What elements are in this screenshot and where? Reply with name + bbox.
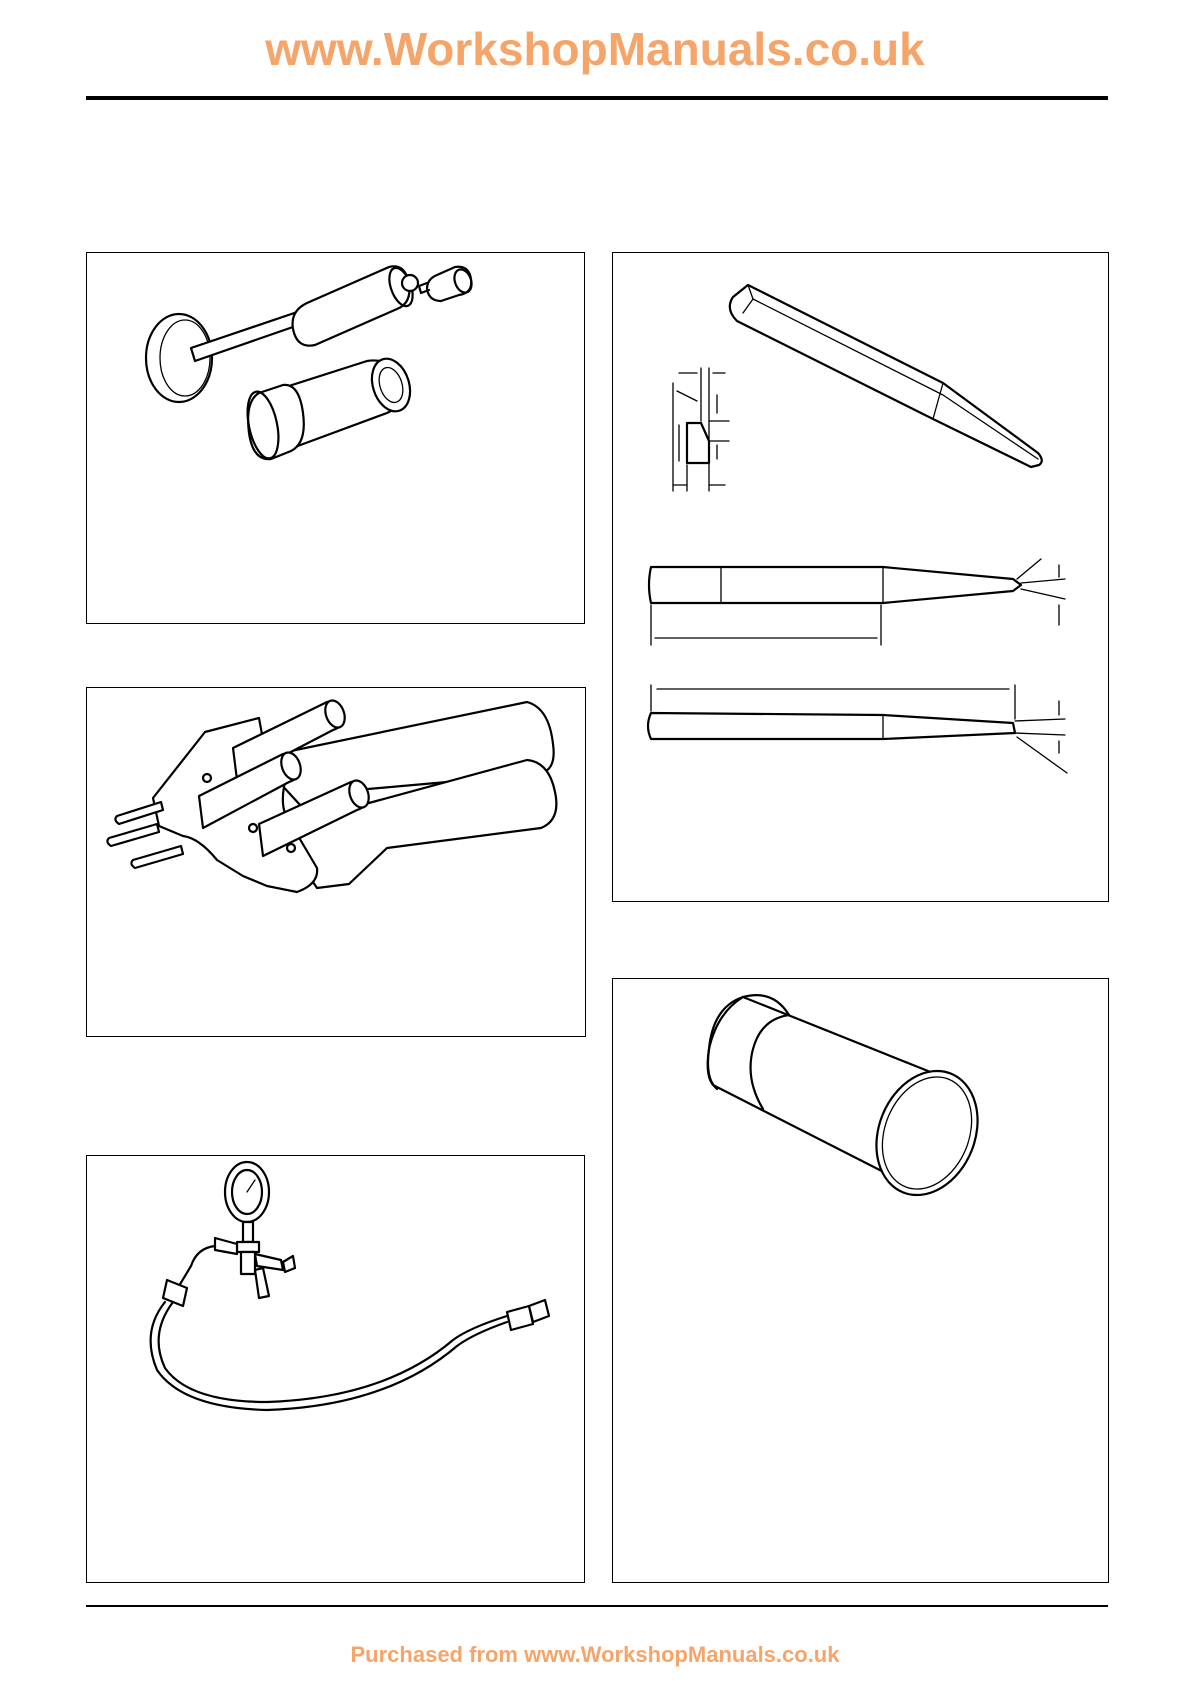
pressure-gauge-hose-icon [87, 1156, 584, 1582]
sleeve-tube-icon [613, 979, 1108, 1582]
pin-pliers-icon [87, 688, 585, 1036]
puller-with-adaptor-icon [87, 253, 584, 623]
figure-panel-pressure-gauge [86, 1155, 585, 1583]
figure-panel-sleeve [612, 978, 1109, 1583]
drift-chisel-dimension-icon [613, 253, 1108, 901]
purchase-notice: Purchased from www.WorkshopManuals.co.uk [350, 1642, 840, 1667]
figure-panel-remover-set [86, 252, 585, 624]
site-title-watermark: www.WorkshopManuals.co.uk [265, 23, 925, 75]
footer-rule [86, 1605, 1108, 1607]
header-rule [86, 96, 1108, 100]
figure-panel-pliers [86, 687, 586, 1037]
figure-panel-chisel-drift [612, 252, 1109, 902]
